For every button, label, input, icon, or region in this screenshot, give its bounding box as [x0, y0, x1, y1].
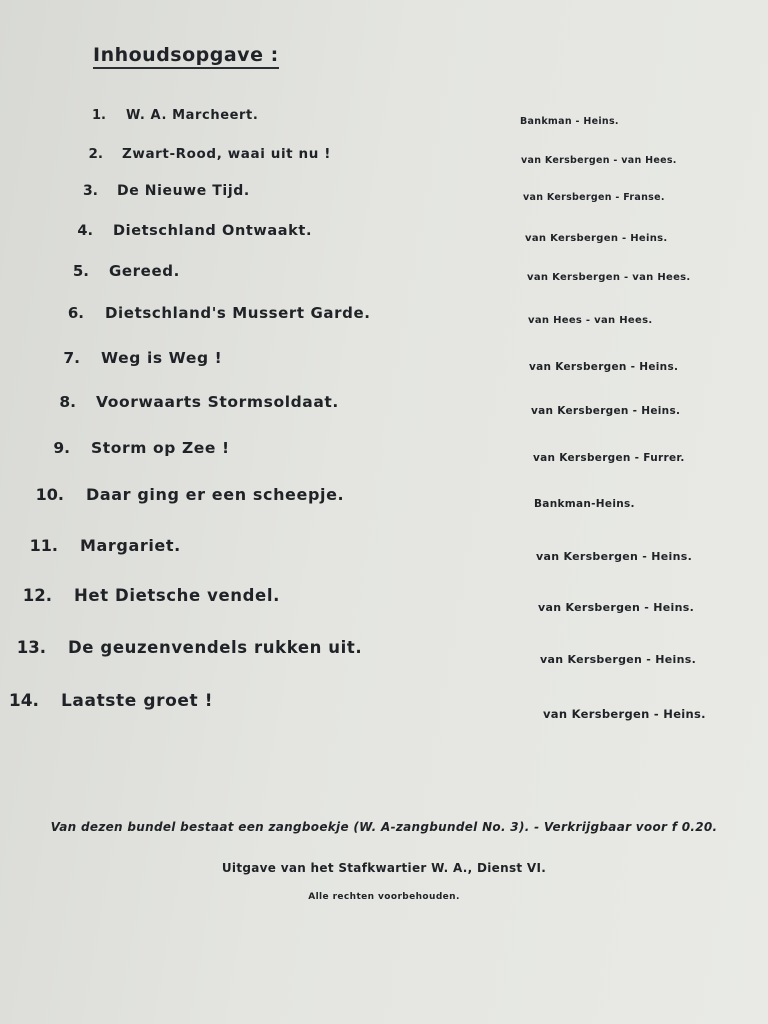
toc-entry: [0, 108, 768, 132]
entry-number: 10.: [35, 485, 64, 504]
entry-number: 13.: [16, 638, 46, 657]
entry-number: 9.: [53, 439, 70, 457]
footer-publisher: Uitgave van het Stafkwartier W. A., Dienst VI.: [221, 861, 547, 875]
entry-number: 14.: [8, 691, 39, 711]
entry-composer: van Hees - van Hees.: [528, 315, 653, 326]
entry-song-title: Dietschland Ontwaakt.: [113, 223, 313, 239]
toc-entry: [0, 536, 768, 563]
entry-song-title: Laatste groet !: [61, 691, 214, 711]
toc-entry: [0, 638, 768, 666]
entry-composer: van Kersbergen - Heins.: [540, 653, 697, 666]
toc-entry: [0, 304, 768, 328]
entry-song-title: Margariet.: [80, 536, 181, 555]
toc-entry: [0, 349, 768, 373]
entry-composer: van Kersbergen - Heins.: [536, 550, 693, 563]
toc-entry: [0, 262, 768, 286]
entry-composer: van Kersbergen - van Hees.: [521, 155, 677, 166]
entry-number: 4.: [77, 223, 93, 239]
toc-entry: [0, 146, 768, 170]
toc-entry: [0, 183, 768, 207]
entry-composer: van Kersbergen - van Hees.: [527, 272, 691, 283]
entry-composer: van Kersbergen - Heins.: [529, 361, 679, 373]
entry-composer: van Kersbergen - Franse.: [523, 192, 665, 203]
entry-number: 2.: [88, 146, 103, 162]
entry-composer: van Kersbergen - Heins.: [543, 707, 706, 721]
toc-entry: [0, 439, 768, 463]
toc-entry: [0, 691, 768, 721]
entry-number: 6.: [67, 304, 84, 322]
entry-song-title: Storm op Zee !: [91, 439, 230, 457]
entry-number: 5.: [72, 262, 89, 280]
entry-song-title: Voorwaarts Stormsoldaat.: [96, 393, 339, 411]
entry-composer: van Kersbergen - Heins.: [531, 405, 681, 417]
entry-number: 12.: [22, 586, 52, 605]
toc-entry: [0, 485, 768, 509]
entry-number: 11.: [29, 536, 58, 555]
entry-composer: van Kersbergen - Heins.: [525, 233, 668, 244]
entry-song-title: De Nieuwe Tijd.: [117, 183, 250, 199]
entry-song-title: Daar ging er een scheepje.: [86, 485, 345, 504]
entry-composer: Bankman - Heins.: [520, 116, 619, 127]
footer-rights: Alle rechten voorbehouden.: [308, 892, 460, 902]
toc-entry: [0, 223, 768, 247]
entry-song-title: Het Dietsche vendel.: [74, 586, 280, 605]
entry-number: 3.: [82, 183, 98, 199]
entry-song-title: Weg is Weg !: [101, 349, 223, 367]
entry-song-title: De geuzenvendels rukken uit.: [68, 638, 363, 657]
entry-number: 8.: [59, 393, 76, 411]
entry-number: 7.: [63, 349, 80, 367]
entry-song-title: Gereed.: [109, 262, 180, 280]
toc-entry: [0, 586, 768, 614]
entry-composer: van Kersbergen - Furrer.: [533, 452, 685, 464]
entry-song-title: Zwart-Rood, waai uit nu !: [122, 146, 332, 162]
entry-number: 1.: [92, 108, 106, 123]
toc-entry: [0, 393, 768, 417]
entry-song-title: W. A. Marcheert.: [126, 108, 259, 123]
entry-composer: van Kersbergen - Heins.: [538, 601, 695, 614]
entry-composer: Bankman-Heins.: [534, 498, 635, 510]
footer-availability-note: Van dezen bundel bestaat een zangboekje (W. A-zangbundel No. 3). - Verkrijgbaar voor f 0.20.: [50, 820, 718, 834]
page-heading: Inhoudsopgave :: [93, 44, 279, 69]
entry-song-title: Dietschland's Mussert Garde.: [105, 304, 371, 322]
